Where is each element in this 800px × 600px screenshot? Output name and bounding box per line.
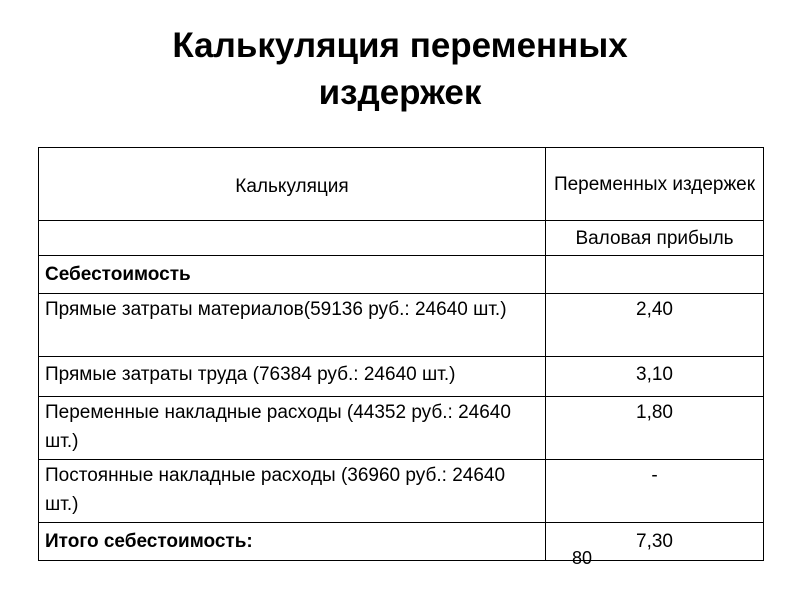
page-title xyxy=(0,22,800,116)
subheader-gross-profit-cell: Валовая прибыль xyxy=(546,221,764,256)
row-label-cell: Прямые затраты материалов(59136 руб.: 24640 шт.) xyxy=(39,294,546,357)
table-row xyxy=(39,397,764,460)
section-empty-cell xyxy=(546,256,764,294)
subheader-empty-cell xyxy=(39,221,546,256)
total-label-cell: Итого себестоимость: xyxy=(39,523,546,561)
page-title-line-2: издержек xyxy=(318,73,482,112)
table-row xyxy=(39,357,764,397)
total-value-cell: 7,30 xyxy=(546,523,764,561)
table-total-row xyxy=(39,523,764,561)
table-row xyxy=(39,460,764,523)
table-header-row xyxy=(39,148,764,221)
row-value-cell: 1,80 xyxy=(546,397,764,460)
page-title-line-1: Калькуляция переменных xyxy=(172,26,628,65)
header-calculation-cell: Калькуляция xyxy=(39,148,546,221)
row-label-cell: Постоянные накладные расходы (36960 руб.: 24640 шт.) xyxy=(39,460,546,523)
cost-calculation-table xyxy=(38,147,764,561)
header-variable-costs-cell: Переменных издержек xyxy=(546,148,764,221)
section-cost-price-cell: Себестоимость xyxy=(39,256,546,294)
table-section-row xyxy=(39,256,764,294)
page-number: 80 xyxy=(572,548,593,568)
row-label-cell: Прямые затраты труда (76384 руб.: 24640 шт.) xyxy=(39,357,546,397)
row-value-cell: 3,10 xyxy=(546,357,764,397)
table-subheader-row xyxy=(39,221,764,256)
row-value-cell: 2,40 xyxy=(546,294,764,357)
table-row xyxy=(39,294,764,357)
row-value-cell: - xyxy=(546,460,764,523)
row-label-cell: Переменные накладные расходы (44352 руб.: 24640 шт.) xyxy=(39,397,546,460)
